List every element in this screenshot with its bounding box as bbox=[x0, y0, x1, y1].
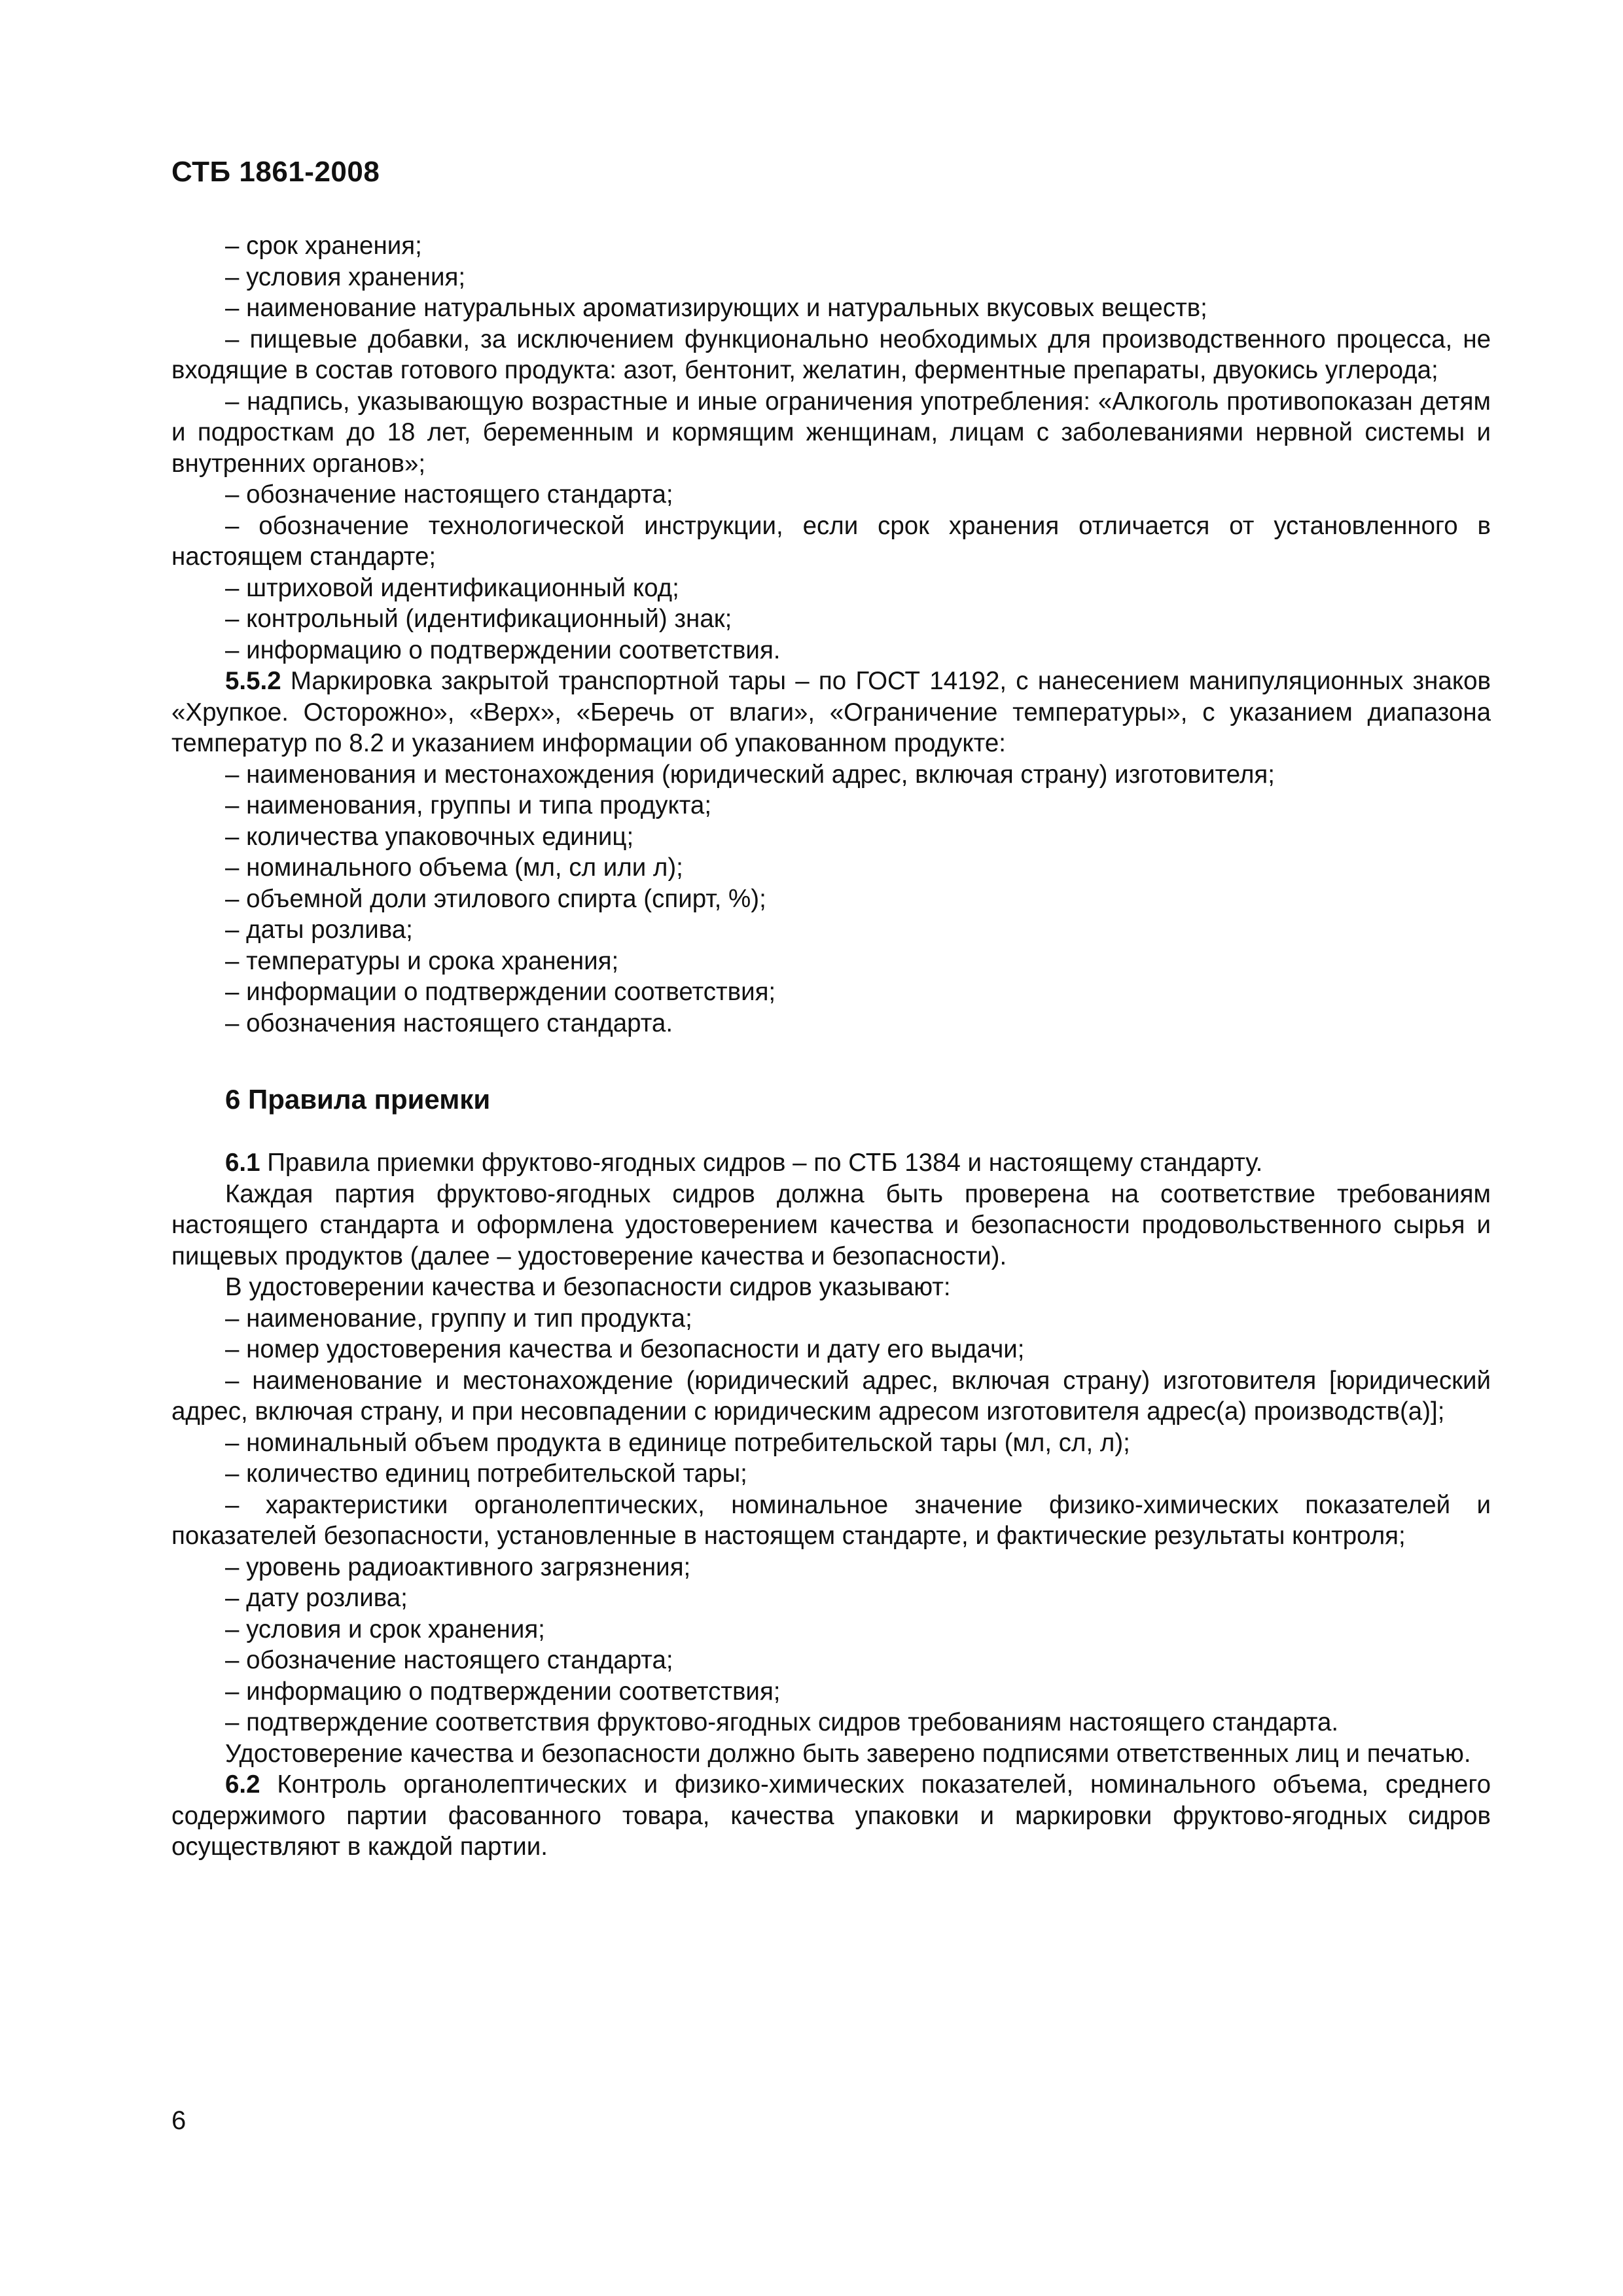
list-item: – количества упаковочных единиц; bbox=[225, 822, 634, 851]
document-body bbox=[171, 230, 1491, 1863]
list-item: – дату розлива; bbox=[225, 1584, 408, 1612]
list-item: – информации о подтверждении соответствия; bbox=[225, 978, 776, 1006]
list-item: – температуры и срока хранения; bbox=[225, 946, 619, 975]
clause-6-1 bbox=[171, 1147, 1491, 1179]
list-item: – срок хранения; bbox=[225, 232, 422, 260]
list-item: – пищевые добавки, за исключением функционально необходимых для производственного процесса, не входящие в состав готового продукта: азот, бентонит, желатин, ферментные препараты, двуокись углерода; bbox=[171, 325, 1491, 384]
list-item: – даты розлива; bbox=[225, 916, 413, 944]
list-item: – наименование и местонахождение (юридический адрес, включая страну) изготовителя [юридический адрес, включая страну, и при несовпадении с юридическим адресом изготовителя адрес(а) производств(а)]; bbox=[171, 1366, 1491, 1426]
list-item: – обозначение настоящего стандарта; bbox=[225, 1646, 673, 1674]
clause-number: 5.5.2 bbox=[225, 667, 281, 695]
list-item: – наименования и местонахождения (юридический адрес, включая страну) изготовителя; bbox=[225, 760, 1275, 789]
list-item: – количество единиц потребительской тары; bbox=[225, 1460, 747, 1488]
list-item: – объемной доли этилового спирта (спирт, %); bbox=[225, 884, 766, 913]
list-item: – номинального объема (мл, сл или л); bbox=[225, 853, 683, 882]
document-code-header: СТБ 1861-2008 bbox=[171, 156, 380, 188]
list-item: – условия хранения; bbox=[225, 262, 466, 291]
clause-text: Правила приемки фруктово-ягодных сидров – по СТБ 1384 и настоящему стандарту. bbox=[260, 1149, 1263, 1177]
list-item: – обозначение технологической инструкции, если срок хранения отличается от установленного в настоящем стандарте; bbox=[171, 511, 1491, 571]
labeling-list-transport bbox=[171, 759, 1491, 1039]
page-number: 6 bbox=[171, 2106, 187, 2135]
list-item: – номинальный объем продукта в единице потребительской тары (мл, сл, л); bbox=[225, 1428, 1130, 1457]
clause-text: Маркировка закрытой транспортной тары – по ГОСТ 14192, с нанесением манипуляционных знаков «Хрупкое. Осторожно», «Верх», «Беречь от влаги», «Ограничение температуры», с указанием диапазона температур по 8.2 и указанием информации об упакованном продукте: bbox=[171, 667, 1491, 757]
clause-6-2 bbox=[171, 1769, 1491, 1863]
list-item: – наименование, группу и тип продукта; bbox=[225, 1304, 692, 1333]
list-item: – подтверждение соответствия фруктово-ягодных сидров требованиям настоящего стандарта. bbox=[225, 1708, 1339, 1736]
paragraph-batch-check: Каждая партия фруктово-ягодных сидров должна быть проверена на соответствие требованиям настоящего стандарта и оформлена удостоверением качества и безопасности продовольственного сырья и пищевых продуктов (далее – удостоверение качества и безопасности). bbox=[171, 1179, 1491, 1270]
list-item: – обозначение настоящего стандарта; bbox=[225, 480, 673, 509]
clause-number: 6.1 bbox=[225, 1149, 260, 1177]
clause-number: 6.2 bbox=[225, 1770, 260, 1799]
list-item: – наименование натуральных ароматизирующих и натуральных вкусовых веществ; bbox=[225, 294, 1207, 322]
list-item: – штриховой идентификационный код; bbox=[225, 573, 679, 602]
clause-5-5-2 bbox=[171, 666, 1491, 759]
paragraph-certificate-intro: В удостоверении качества и безопасности сидров указывают: bbox=[225, 1273, 951, 1301]
list-item: – уровень радиоактивного загрязнения; bbox=[225, 1552, 691, 1581]
clause-text: Контроль органолептических и физико-химических показателей, номинального объема, среднего содержимого партии фасованного товара, качества упаковки и маркировки фруктово-ягодных сидров осуществляют в каждой партии. bbox=[171, 1770, 1491, 1861]
list-item: – характеристики органолептических, номинальное значение физико-химических показателей и показателей безопасности, установленные в настоящем стандарте, и фактические результаты контроля; bbox=[171, 1490, 1491, 1550]
list-item: – информацию о подтверждении соответствия. bbox=[225, 636, 781, 664]
list-item: – контрольный (идентификационный) знак; bbox=[225, 605, 732, 633]
list-item: – обозначения настоящего стандарта. bbox=[225, 1009, 673, 1037]
list-item: – информацию о подтверждении соответствия; bbox=[225, 1677, 781, 1706]
labeling-list-consumer bbox=[171, 230, 1491, 666]
certificate-contents-list bbox=[171, 1303, 1491, 1738]
list-item: – условия и срок хранения; bbox=[225, 1615, 545, 1643]
list-item: – номер удостоверения качества и безопасности и дату его выдачи; bbox=[225, 1335, 1025, 1363]
section-6-title: 6 Правила приемки bbox=[225, 1084, 491, 1115]
list-item: – надпись, указывающую возрастные и иные ограничения употребления: «Алкоголь противопоказан детям и подросткам до 18 лет, беременным и кормящим женщинам, лицам с заболеваниями нервной системы и внутренних органов»; bbox=[171, 387, 1491, 478]
list-item: – наименования, группы и типа продукта; bbox=[225, 791, 712, 819]
paragraph-signature: Удостоверение качества и безопасности должно быть заверено подписями ответственных лиц и печатью. bbox=[225, 1739, 1471, 1768]
